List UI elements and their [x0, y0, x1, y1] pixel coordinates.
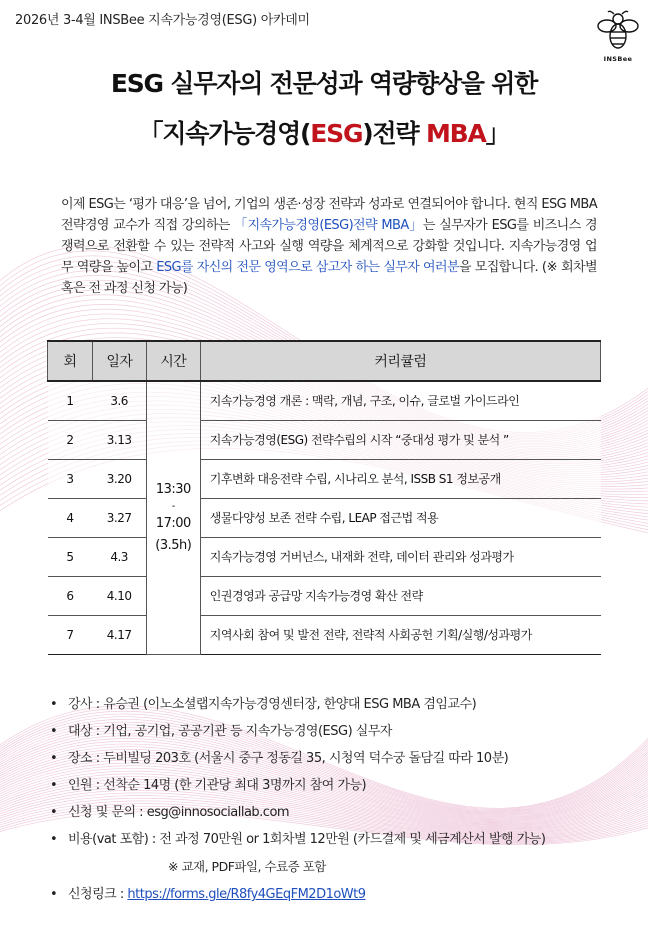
bullet-icon: • [50, 887, 58, 902]
table-row [48, 615, 601, 654]
insbee-logo [596, 8, 640, 68]
bullet-icon: • [50, 751, 58, 766]
session-number: 3 [48, 459, 93, 498]
session-number: 6 [48, 576, 93, 615]
info-target [50, 722, 630, 749]
time-start: 13:30 [155, 481, 191, 497]
session-curriculum: 생물다양성 보존 전략 수립, LEAP 접근법 적용 [200, 498, 600, 537]
session-curriculum: 지속가능경영 개론 : 맥락, 개념, 구조, 이슈, 글로벌 가이드라인 [200, 381, 600, 420]
header-time: 시간 [146, 341, 200, 381]
info-capacity [50, 776, 630, 803]
session-curriculum: 지역사회 참여 및 발전 전략, 전략적 사회공헌 기획/실행/성과평가 [200, 615, 600, 654]
session-time [146, 381, 200, 654]
academy-label: 2026년 3-4월 INSBee 지속가능경영(ESG) 아카데미 [15, 13, 310, 28]
header-curriculum: 커리큘럼 [200, 341, 600, 381]
main-title-line1: ESG 실무자의 전문성과 역량향상을 위한 [110, 69, 538, 98]
session-date: 3.27 [92, 498, 146, 537]
bee-icon [596, 8, 640, 54]
info-venue [50, 749, 630, 776]
session-date: 3.13 [92, 420, 146, 459]
session-number: 7 [48, 615, 93, 654]
session-curriculum: 기후변화 대응전략 수립, 시나리오 분석, ISSB S1 정보공개 [200, 459, 600, 498]
table-row [48, 537, 601, 576]
apply-label: 신청링크 : [68, 887, 128, 902]
session-number: 4 [48, 498, 93, 537]
session-number: 1 [48, 381, 93, 420]
session-curriculum: 지속가능경영(ESG) 전략수립의 시작 “중대성 평가 및 분석 ” [200, 420, 600, 459]
table-row [48, 498, 601, 537]
header-session: 회 [48, 341, 93, 381]
info-text: 강사 : 유승권 (이노소셜랩지속가능경영센터장, 한양대 ESG MBA 겸임교수) [68, 697, 477, 712]
info-text: 장소 : 두비빌딩 203호 (서울시 중구 정동길 35, 시청역 덕수궁 돌담길 따라 10분) [68, 751, 509, 766]
session-date: 3.6 [92, 381, 146, 420]
header-date: 일자 [92, 341, 146, 381]
intro-text-1: 이제 ESG는 ‘평가 대응’을 넘어, 기업의 생존·성장 전략과 성과로 연결되어야 합니다. 현직 ESG MBA 전략경영 교수가 직접 강의하는 [61, 197, 597, 233]
info-list [50, 695, 630, 912]
info-fee [50, 830, 630, 857]
info-text: 비용(vat 포함) : 전 과정 70만원 or 1회차별 12만원 (카드결제 및 세금계산서 발행 가능) [68, 832, 546, 847]
bullet-icon: • [50, 724, 58, 739]
bullet-icon: • [50, 778, 58, 793]
session-number: 2 [48, 420, 93, 459]
info-contact [50, 803, 630, 830]
session-curriculum: 지속가능경영 거버넌스, 내재화 전략, 데이터 관리와 성과평가 [200, 537, 600, 576]
title-bracket-open: 「지속가능경영( [138, 119, 311, 148]
info-text: 인원 : 선착순 14명 (한 기관당 최대 3명까지 참여 가능) [68, 778, 367, 793]
intro-text-3: 을 모집합니다. (※ 회차별 혹은 전 과정 신청 가능) [61, 260, 597, 296]
intro-text-2: 는 실무자가 ESG를 비즈니스 경쟁력으로 전환할 수 있는 전략적 사고와 실행 역량을 체계적으로 강화할 것입니다. 지속가능경영 업무 역량을 높이고 [61, 218, 597, 275]
intro-target: ESG를 자신의 전문 영역으로 삼고자 하는 실무자 여러분 [156, 260, 459, 275]
info-text: 대상 : 기업, 공기업, 공공기관 등 지속가능경영(ESG) 실무자 [68, 724, 392, 739]
session-date: 4.3 [92, 537, 146, 576]
title-esg: ESG [310, 119, 363, 148]
fee-note: ※ 교재, PDF파일, 수료증 포함 [168, 859, 326, 874]
title-mba: MBA [425, 119, 486, 148]
session-date: 4.10 [92, 576, 146, 615]
time-duration: (3.5h) [155, 537, 192, 553]
intro-paragraph [61, 194, 597, 299]
session-date: 3.20 [92, 459, 146, 498]
apply-link[interactable]: https://forms.gle/R8fy4GEqFM2D1oWt9 [127, 887, 366, 902]
time-end: 17:00 [155, 515, 191, 531]
bullet-icon: • [50, 832, 58, 847]
info-apply [50, 885, 630, 912]
info-text: 신청 및 문의 : esg@innosociallab.com [68, 805, 290, 820]
session-number: 5 [48, 537, 93, 576]
logo-text: INSBee [603, 55, 633, 63]
session-date: 4.17 [92, 615, 146, 654]
bullet-icon: • [50, 697, 58, 712]
intro-program-name: 「지속가능경영(ESG)전략 MBA」 [234, 218, 423, 233]
bullet-icon: • [50, 805, 58, 820]
table-row [48, 459, 601, 498]
info-instructor [50, 695, 630, 722]
table-row [48, 381, 601, 420]
table-row [48, 576, 601, 615]
session-curriculum: 인권경영과 공급망 지속가능경영 확산 전략 [200, 576, 600, 615]
time-separator: - [171, 500, 175, 512]
title-strategy: )전략 [362, 119, 426, 148]
main-title-line2 [0, 114, 648, 150]
curriculum-table [47, 340, 601, 655]
table-header-row [48, 341, 601, 381]
title-bracket-close: 」 [485, 119, 510, 148]
table-row [48, 420, 601, 459]
